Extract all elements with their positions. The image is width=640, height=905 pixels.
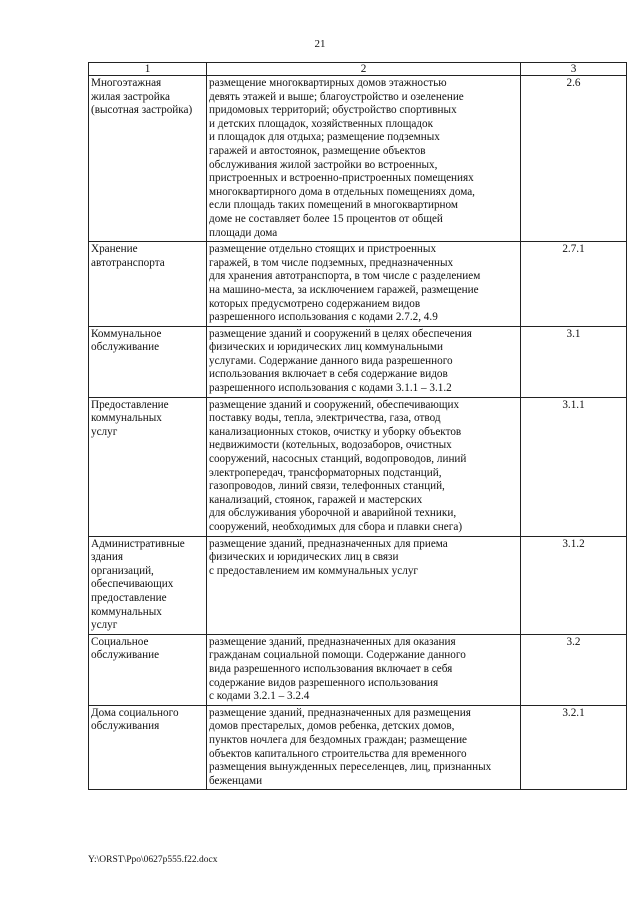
use-description: размещение многоквартирных домов этажностью девять этажей и выше; благоустройство и озеленение придомовых территорий; обустройство спортивных и детских площадок, хозяйственных площадок и площадок для отдыха; размещение подземных гаражей и автостоянок, размещение объектов обслуживания жилой застройки во встроенных, пристроенных и встроенно-пристроенных помещениях многоквартирного дома в отдельных помещениях дома, если площадь таких помещений в многоквартирном доме не составляет более 15 процентов от общей площади дома (207, 76, 521, 242)
table-row (89, 326, 627, 397)
header-col-1: 1 (89, 63, 207, 76)
use-name: Предоставление коммунальных услуг (89, 397, 207, 536)
use-description: размещение зданий, предназначенных для размещения домов престарелых, домов ребенка, детских домов, пунктов ночлега для бездомных граждан; размещение объектов капитального строительства для временного размещения вынужденных переселенцев, лиц, признанных беженцами (207, 705, 521, 790)
table-row (89, 705, 627, 790)
land-use-table (88, 62, 627, 790)
use-description: размещение зданий и сооружений, обеспечивающих поставку воды, тепла, электричества, газа, отвод канализационных стоков, очистку и уборку объектов недвижимости (котельных, водозаборов, очистных сооружений, насосных станций, водопроводов, линий электропередач, трансформаторных подстанций, газопроводов, линий связи, телефонных станций, канализаций, стоянок, гаражей и мастерских для обслуживания уборочной и аварийной техники, сооружений, необходимых для сбора и плавки снега) (207, 397, 521, 536)
use-description: размещение зданий, предназначенных для оказания гражданам социальной помощи. Содержание данного вида разрешенного использования включает в себя содержание видов разрешенного использования с кодами 3.2.1 – 3.2.4 (207, 634, 521, 705)
table-row (89, 634, 627, 705)
table-row (89, 397, 627, 536)
use-description: размещение отдельно стоящих и пристроенных гаражей, в том числе подземных, предназначенных для хранения автотранспорта, в том числе с разделением на машино-места, за исключением гаражей, размещение которых предусмотрено содержанием видов разрешенного использования с кодами 2.7.2, 4.9 (207, 242, 521, 327)
page-number: 21 (314, 38, 326, 50)
header-col-3: 3 (521, 63, 627, 76)
header-col-2: 2 (207, 63, 521, 76)
use-name: Социальное обслуживание (89, 634, 207, 705)
use-code: 3.1.1 (521, 397, 627, 536)
table-row (89, 242, 627, 327)
table-header-row (89, 63, 627, 76)
use-description: размещение зданий, предназначенных для приема физических и юридических лиц в связи с предоставлением им коммунальных услуг (207, 536, 521, 634)
use-name: Хранение автотранспорта (89, 242, 207, 327)
use-name: Дома социального обслуживания (89, 705, 207, 790)
use-code: 2.6 (521, 76, 627, 242)
table-row (89, 536, 627, 634)
use-code: 3.2.1 (521, 705, 627, 790)
use-code: 3.2 (521, 634, 627, 705)
table-row (89, 76, 627, 242)
use-code: 2.7.1 (521, 242, 627, 327)
use-name: Административные здания организаций, обеспечивающих предоставление коммунальных услуг (89, 536, 207, 634)
use-code: 3.1 (521, 326, 627, 397)
use-description: размещение зданий и сооружений в целях обеспечения физических и юридических лиц коммунальными услугами. Содержание данного вида разрешенного использования включает в себя содержание видов разрешенного использования с кодами 3.1.1 – 3.1.2 (207, 326, 521, 397)
file-path-footer: Y:\ORST\Ppo\0627p555.f22.docx (88, 855, 218, 865)
use-name: Коммунальное обслуживание (89, 326, 207, 397)
use-name: Многоэтажная жилая застройка (высотная застройка) (89, 76, 207, 242)
use-code: 3.1.2 (521, 536, 627, 634)
